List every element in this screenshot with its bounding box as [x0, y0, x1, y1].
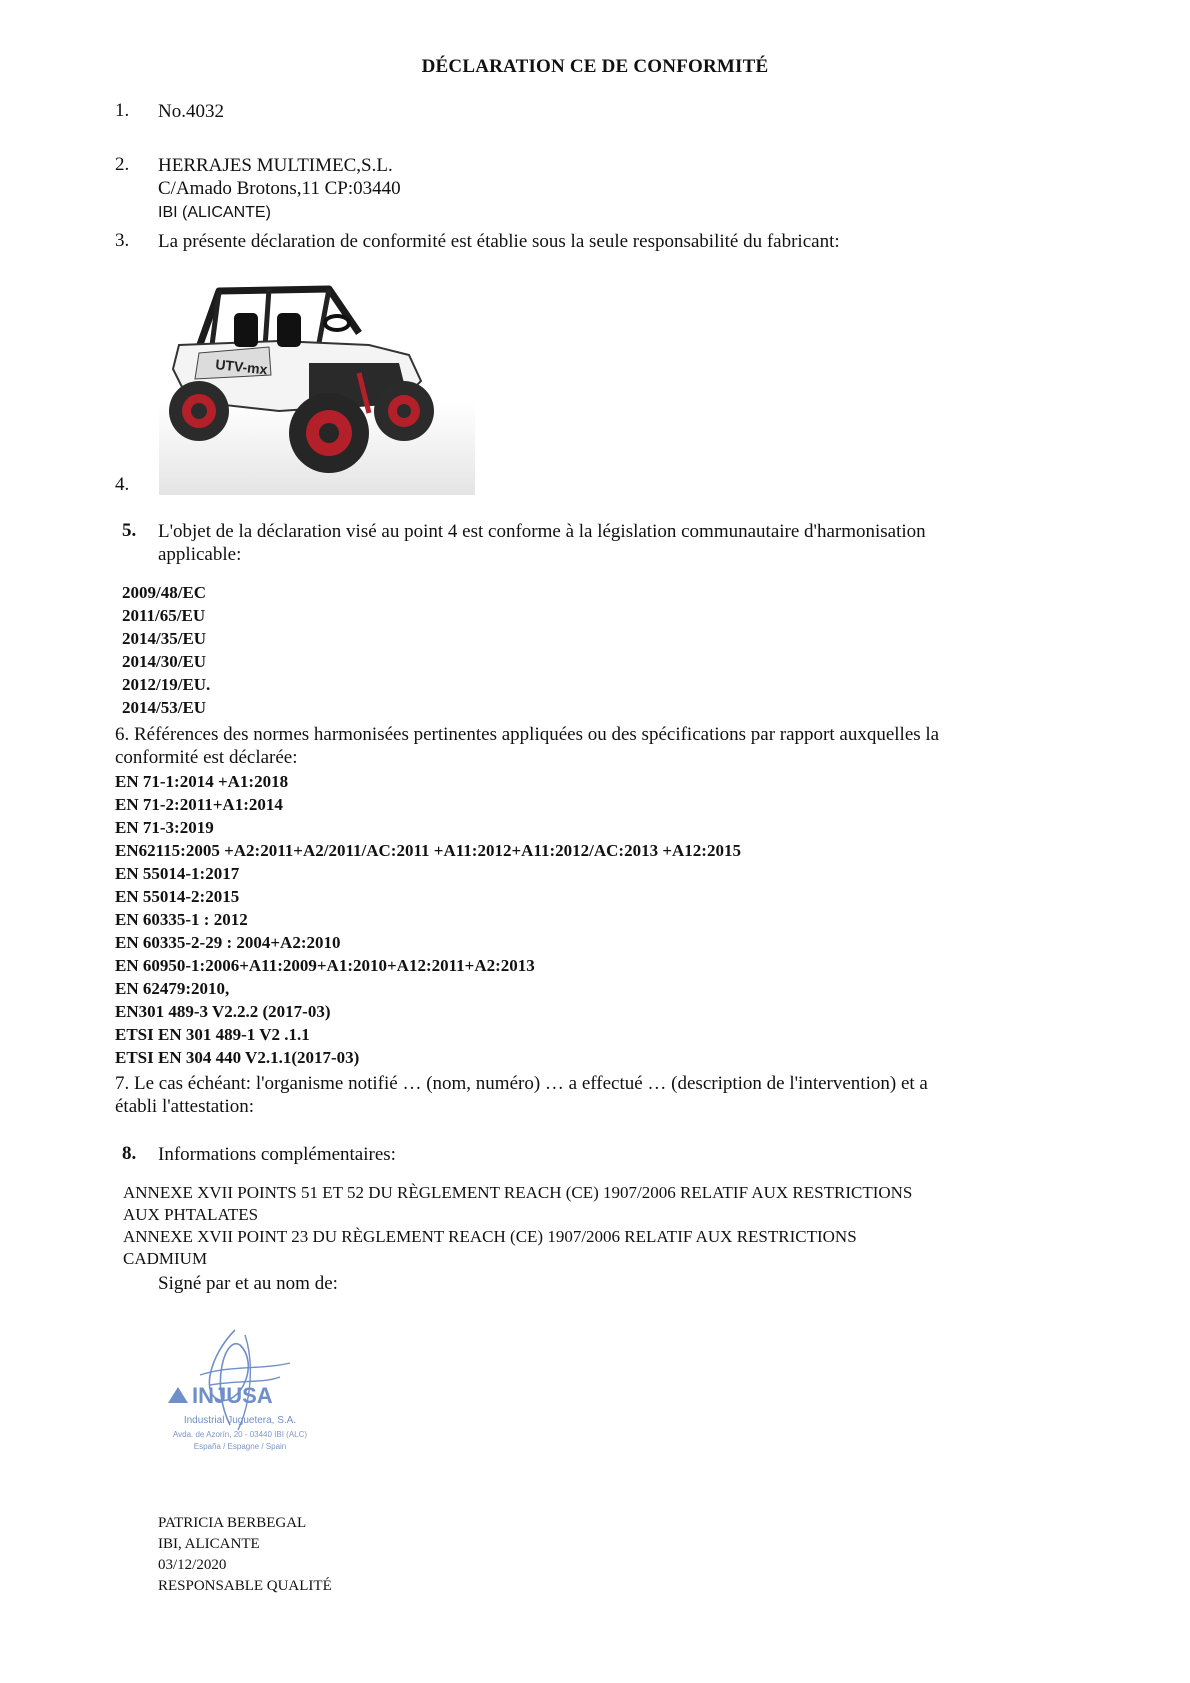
directive-item: 2014/30/EU: [122, 652, 207, 671]
signatory-date: 03/12/2020: [158, 1557, 227, 1573]
annex-line2: AUX PHTALATES: [123, 1205, 259, 1224]
stamp-country: España / Espagne / Spain: [193, 1442, 287, 1451]
stamp-logo-text: INJUSA: [192, 1383, 273, 1408]
standard-item: ETSI EN 304 440 V2.1.1(2017-03): [115, 1048, 360, 1067]
standard-item: EN 60335-1 : 2012: [115, 910, 248, 929]
stamp-company: Industrial Juguetera, S.A.: [183, 1415, 297, 1426]
standard-item: EN 60335-2-29 : 2004+A2:2010: [115, 933, 341, 952]
standards-intro-line2: conformité est déclarée:: [115, 747, 298, 768]
standard-item: ETSI EN 301 489-1 V2 .1.1: [115, 1025, 310, 1044]
standard-item: EN301 489-3 V2.2.2 (2017-03): [115, 1002, 331, 1021]
standard-item: EN 55014-1:2017: [115, 864, 240, 883]
annex-line4: CADMIUM: [123, 1249, 208, 1268]
notified-body-line2: établi l'attestation:: [115, 1096, 255, 1117]
directive-item: 2012/19/EU.: [122, 675, 211, 694]
standard-item: EN 71-1:2014 +A1:2018: [115, 772, 289, 791]
notified-body-statement: [115, 1072, 1095, 1118]
standards-intro-line1: 6. Références des normes harmonisées pertinentes appliquées ou des spécifications par rapport auxquelles la: [115, 724, 940, 745]
product-photo: [159, 283, 475, 495]
standard-item: EN 71-2:2011+A1:2014: [115, 795, 283, 814]
additional-info-heading: Informations complémentaires:: [158, 1144, 396, 1165]
manufacturer-city: IBI (ALICANTE): [158, 204, 271, 221]
document-title: DÉCLARATION CE DE CONFORMITÉ: [421, 56, 769, 77]
standard-item: EN 55014-2:2015: [115, 887, 240, 906]
declaration-number: No.4032: [158, 101, 224, 122]
item-1-number: 1.: [115, 100, 130, 121]
conformity-statement-line2: applicable:: [158, 544, 242, 565]
standards-intro: [115, 723, 1095, 769]
item-4-number: 4.: [115, 474, 130, 495]
conformity-statement-line1: L'objet de la déclaration visé au point 4 est conforme à la législation communautaire d'harmonisation: [158, 521, 926, 542]
notified-body-line1: 7. Le cas échéant: l'organisme notifié … (nom, numéro) … a effectué … (description de l'intervention) et a: [115, 1073, 928, 1094]
annex-line3: ANNEXE XVII POINT 23 DU RÈGLEMENT REACH (CE) 1907/2006 RELATIF AUX RESTRICTIONS: [123, 1227, 857, 1246]
manufacturer-address: C/Amado Brotons,11 CP:03440: [158, 178, 401, 199]
item-8-number: 8.: [122, 1143, 137, 1164]
rear-wheel: [169, 381, 229, 441]
company-stamp-signature: [140, 1325, 340, 1475]
standard-item: EN 62479:2010,: [115, 979, 230, 998]
reach-annex: [123, 1182, 1083, 1270]
directives-list: [122, 581, 210, 719]
signatory-block: [158, 1513, 332, 1597]
directive-item: 2011/65/EU: [122, 606, 206, 625]
item-2-number: 2.: [115, 154, 130, 175]
standard-item: EN 60950-1:2006+A11:2009+A1:2010+A12:2011+A2:2013: [115, 956, 535, 975]
responsibility-statement: La présente déclaration de conformité est établie sous la seule responsabilité du fabricant:: [158, 231, 840, 252]
standards-list: [115, 770, 741, 1069]
directive-item: 2009/48/EC: [122, 583, 207, 602]
svg-text:UTV-mx: UTV-mx: [214, 356, 269, 378]
signed-by-label: Signé par et au nom de:: [158, 1273, 338, 1294]
signatory-name: PATRICIA BERBEGAL: [158, 1515, 307, 1531]
standard-item: EN62115:2005 +A2:2011+A2/2011/AC:2011 +A11:2012+A11:2012/AC:2013 +A12:2015: [115, 841, 741, 860]
item-3-number: 3.: [115, 230, 130, 251]
directive-item: 2014/35/EU: [122, 629, 207, 648]
item-5-number: 5.: [122, 520, 137, 541]
standard-item: EN 71-3:2019: [115, 818, 214, 837]
signatory-place: IBI, ALICANTE: [158, 1536, 260, 1552]
signatory-role: RESPONSABLE QUALITÉ: [158, 1578, 332, 1594]
annex-line1: ANNEXE XVII POINTS 51 ET 52 DU RÈGLEMENT REACH (CE) 1907/2006 RELATIF AUX RESTRICTIONS: [123, 1183, 913, 1202]
manufacturer-name: HERRAJES MULTIMEC,S.L.: [158, 155, 393, 176]
directive-item: 2014/53/EU: [122, 698, 207, 717]
stamp-address: Avda. de Azorín, 20 - 03440 IBI (ALC): [172, 1430, 308, 1439]
